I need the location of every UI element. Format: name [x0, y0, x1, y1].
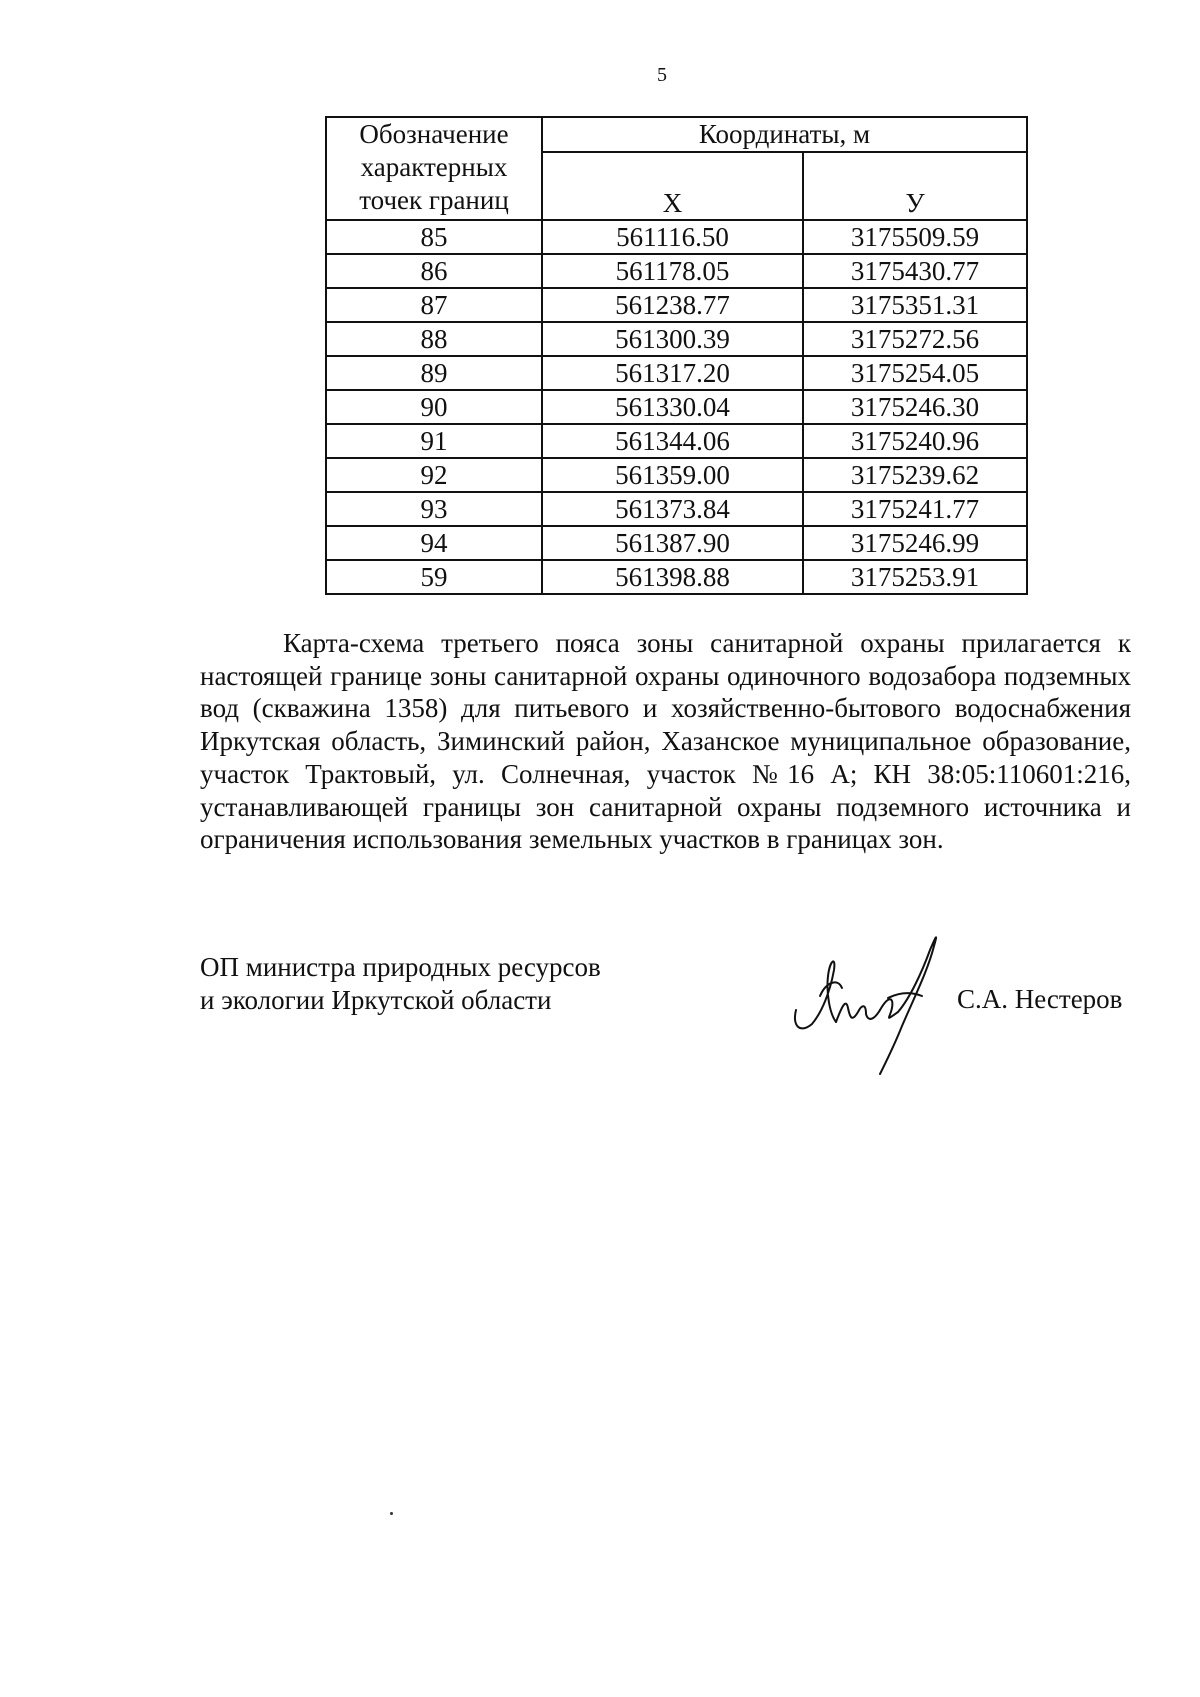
point-cell: 90	[326, 390, 542, 424]
y-coordinate-cell: 3175239.62	[803, 458, 1027, 492]
y-coordinate-cell: 3175254.05	[803, 356, 1027, 390]
table-row	[326, 458, 1027, 492]
x-coordinate-cell: 561178.05	[542, 254, 803, 288]
signer-name: С.А. Нестеров	[957, 984, 1123, 1014]
x-coordinate-cell: 561116.50	[542, 220, 803, 254]
table-row	[326, 424, 1027, 458]
x-coordinate-cell: 561317.20	[542, 356, 803, 390]
point-cell: 93	[326, 492, 542, 526]
y-coordinate-cell: 3175430.77	[803, 254, 1027, 288]
scan-speck	[390, 1512, 393, 1515]
point-cell: 91	[326, 424, 542, 458]
point-cell: 89	[326, 356, 542, 390]
y-coordinate-cell: 3175509.59	[803, 220, 1027, 254]
table-row	[326, 322, 1027, 356]
coordinates-table-body	[326, 220, 1027, 594]
x-coordinate-cell: 561387.90	[542, 526, 803, 560]
table-row	[326, 220, 1027, 254]
page-number: 5	[657, 64, 667, 86]
y-coordinate-cell: 3175272.56	[803, 322, 1027, 356]
table-row	[326, 288, 1027, 322]
header-point-designation: Обозначение характерных точек границ	[326, 117, 542, 220]
point-cell: 87	[326, 288, 542, 322]
header-coordinates: Координаты, м	[542, 117, 1027, 152]
x-coordinate-cell: 561344.06	[542, 424, 803, 458]
x-coordinate-cell: 561330.04	[542, 390, 803, 424]
table-row	[326, 492, 1027, 526]
point-cell: 92	[326, 458, 542, 492]
y-coordinate-cell: 3175246.99	[803, 526, 1027, 560]
signer-position	[200, 951, 601, 1017]
y-coordinate-cell: 3175240.96	[803, 424, 1027, 458]
coordinates-table	[325, 116, 1028, 595]
y-coordinate-cell: 3175246.30	[803, 390, 1027, 424]
table-row	[326, 356, 1027, 390]
y-coordinate-cell: 3175253.91	[803, 560, 1027, 594]
table-row	[326, 526, 1027, 560]
body-paragraph: Карта-схема третьего пояса зоны санитарной охраны прилагается к настоящей границе зоны санитарной охраны одиночного водозабора подземных вод (скважина 1358) для питьевого и хозяйственно-бытового водоснабжения Иркутская область, Зиминский район, Хазанское муниципальное образование, участок Трактовый, ул. Солнечная, участок №16 А; КН 38:05:110601:216, устанавливающей границы зон санитарной охраны подземного источника и ограничения использования земельных участков в границах зон.	[200, 628, 1131, 855]
x-coordinate-cell: 561373.84	[542, 492, 803, 526]
point-cell: 59	[326, 560, 542, 594]
point-cell: 94	[326, 526, 542, 560]
table-row	[326, 390, 1027, 424]
header-x: Х	[542, 152, 803, 220]
table-row	[326, 254, 1027, 288]
y-coordinate-cell: 3175241.77	[803, 492, 1027, 526]
y-coordinate-cell: 3175351.31	[803, 288, 1027, 322]
x-coordinate-cell: 561238.77	[542, 288, 803, 322]
x-coordinate-cell: 561359.00	[542, 458, 803, 492]
point-cell: 86	[326, 254, 542, 288]
header-y: У	[803, 152, 1027, 220]
x-coordinate-cell: 561300.39	[542, 322, 803, 356]
point-cell: 88	[326, 322, 542, 356]
handwritten-signature	[790, 926, 960, 1076]
x-coordinate-cell: 561398.88	[542, 560, 803, 594]
signer-position-line-1: ОП министра природных ресурсов	[200, 952, 601, 982]
signer-position-line-2: и экологии Иркутской области	[200, 985, 552, 1015]
point-cell: 85	[326, 220, 542, 254]
table-row	[326, 560, 1027, 594]
